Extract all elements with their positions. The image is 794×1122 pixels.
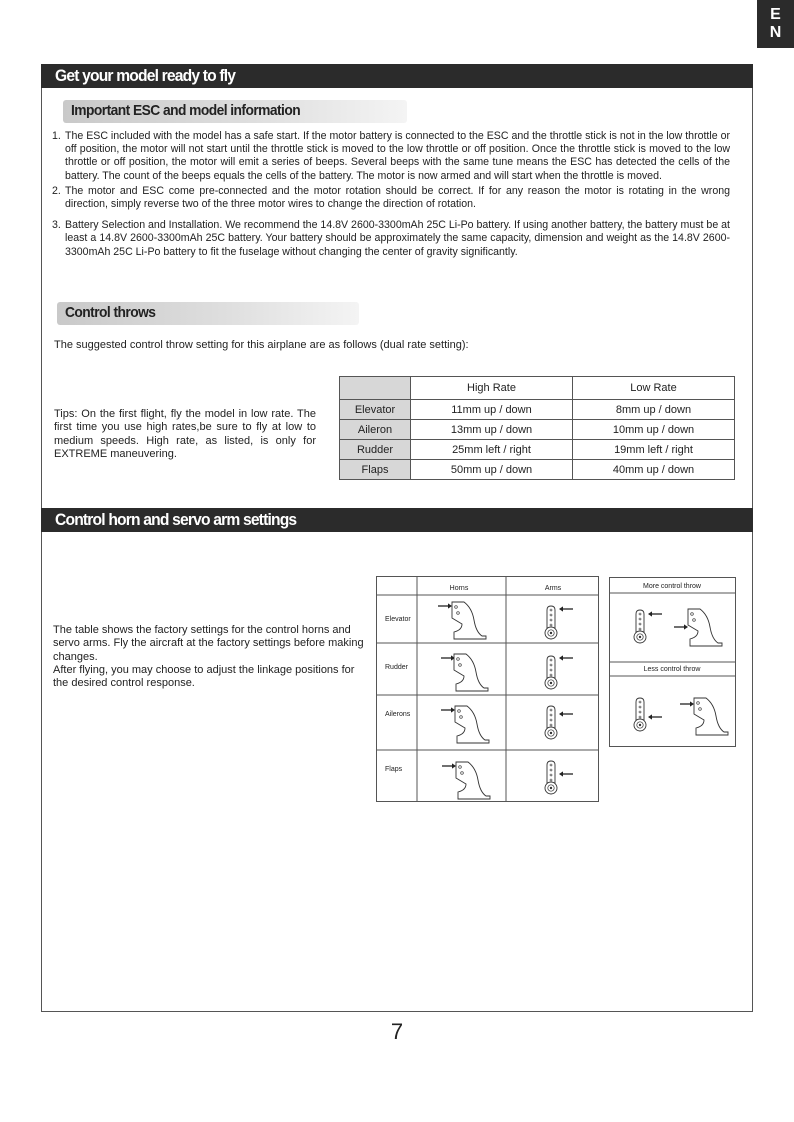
esc-info-list bbox=[52, 130, 730, 261]
header-high-rate: High Rate bbox=[411, 377, 573, 400]
table-row bbox=[340, 420, 735, 440]
cell-high: 11mm up / down bbox=[411, 400, 573, 420]
cell-high: 25mm left / right bbox=[411, 440, 573, 460]
section-header-horn bbox=[41, 508, 753, 532]
lang-letter-e: E bbox=[770, 6, 781, 23]
item-number: 3. bbox=[52, 219, 61, 232]
section-title: Get your model ready to fly bbox=[55, 66, 236, 85]
header-arms: Arms bbox=[544, 585, 562, 592]
row-flaps: Flaps bbox=[385, 766, 403, 773]
list-item bbox=[52, 219, 730, 259]
horn-arm-table bbox=[376, 576, 602, 804]
less-throw-label: Less control throw bbox=[643, 666, 701, 673]
row-rudder: Rudder bbox=[385, 664, 408, 671]
horn-description bbox=[53, 624, 367, 690]
section-header-ready bbox=[41, 64, 753, 88]
row-surface: Rudder bbox=[340, 440, 411, 460]
table-row bbox=[340, 440, 735, 460]
table-corner bbox=[340, 377, 411, 400]
row-elevator: Elevator bbox=[385, 616, 411, 623]
row-surface: Flaps bbox=[340, 460, 411, 480]
tips-text: Tips: On the first flight, fly the model in low rate. The first time you use high rates,be sure to fly at low to medium speeds. High rate, as listed, is only for EXTREME maneuvering. bbox=[54, 408, 316, 460]
cell-high: 13mm up / down bbox=[411, 420, 573, 440]
item-text: Battery Selection and Installation. We recommend the 14.8V 2600-3300mAh 25C Li-Po battery. If using another battery, the battery must be at least a 14.8V 2600-3300mAh 25C battery. Your battery should be approximately the same capacity, dimension and weight as the 14.8V 2600-3300mAh 25C Li-Po battery to fit the fuselage without changing the center of gravity significantly. bbox=[65, 219, 730, 258]
item-text: The motor and ESC come pre-connected and the motor rotation should be correct. If for any reason the motor is rotating in the wrong direction, simply reverse two of the three motor wires to change the direction of rotation. bbox=[65, 184, 730, 211]
language-tab bbox=[757, 0, 794, 48]
item-number: 1. bbox=[52, 130, 61, 142]
cell-low: 8mm up / down bbox=[573, 400, 735, 420]
header-low-rate: Low Rate bbox=[573, 377, 735, 400]
horn-text-paragraph: The table shows the factory settings for the control horns and servo arms. Fly the aircraft at the factory settings before making changes. bbox=[53, 624, 364, 663]
table-row bbox=[340, 400, 735, 420]
lang-letter-n: N bbox=[769, 24, 782, 41]
row-surface: Aileron bbox=[340, 420, 411, 440]
row-surface: Elevator bbox=[340, 400, 411, 420]
subheader-title: Control throws bbox=[65, 304, 156, 321]
item-text: The ESC included with the model has a safe start. If the motor battery is connected to the ESC and the throttle stick is not in the low throttle or off position, the motor will not start until the throttle stick is moved to the low throttle or off position. Once the throttle stick is moved to the low throttle or off position, the motor will emit a series of beeps. Several beeps with the same tune means the ESC has detected the cells of the battery. The count of the beeps equals the cells of the battery. The motor is now armed and will start when the throttle is moved. bbox=[65, 130, 730, 182]
list-item bbox=[52, 130, 730, 183]
cell-low: 10mm up / down bbox=[573, 420, 735, 440]
cell-high: 50mm up / down bbox=[411, 460, 573, 480]
control-throw-table bbox=[339, 376, 735, 480]
header-horns: Horns bbox=[449, 585, 469, 592]
page-number: 7 bbox=[390, 1019, 404, 1044]
cell-low: 40mm up / down bbox=[573, 460, 735, 480]
cell-low: 19mm left / right bbox=[573, 440, 735, 460]
section-title: Control horn and servo arm settings bbox=[55, 510, 297, 529]
subheader-esc bbox=[63, 100, 407, 123]
table-header-row bbox=[340, 377, 735, 400]
throws-intro: The suggested control throw setting for this airplane are as follows (dual rate setting): bbox=[54, 339, 469, 351]
throw-adjust-diagram bbox=[608, 576, 738, 748]
subheader-throws bbox=[57, 302, 359, 325]
list-item bbox=[52, 185, 730, 211]
row-ailerons: Ailerons bbox=[385, 711, 411, 718]
subheader-title: Important ESC and model information bbox=[71, 102, 301, 119]
table-row bbox=[340, 460, 735, 480]
more-throw-label: More control throw bbox=[643, 583, 701, 590]
horn-text-paragraph: After flying, you may choose to adjust the linkage positions for the desired control response. bbox=[53, 663, 355, 690]
item-number: 2. bbox=[52, 184, 61, 197]
